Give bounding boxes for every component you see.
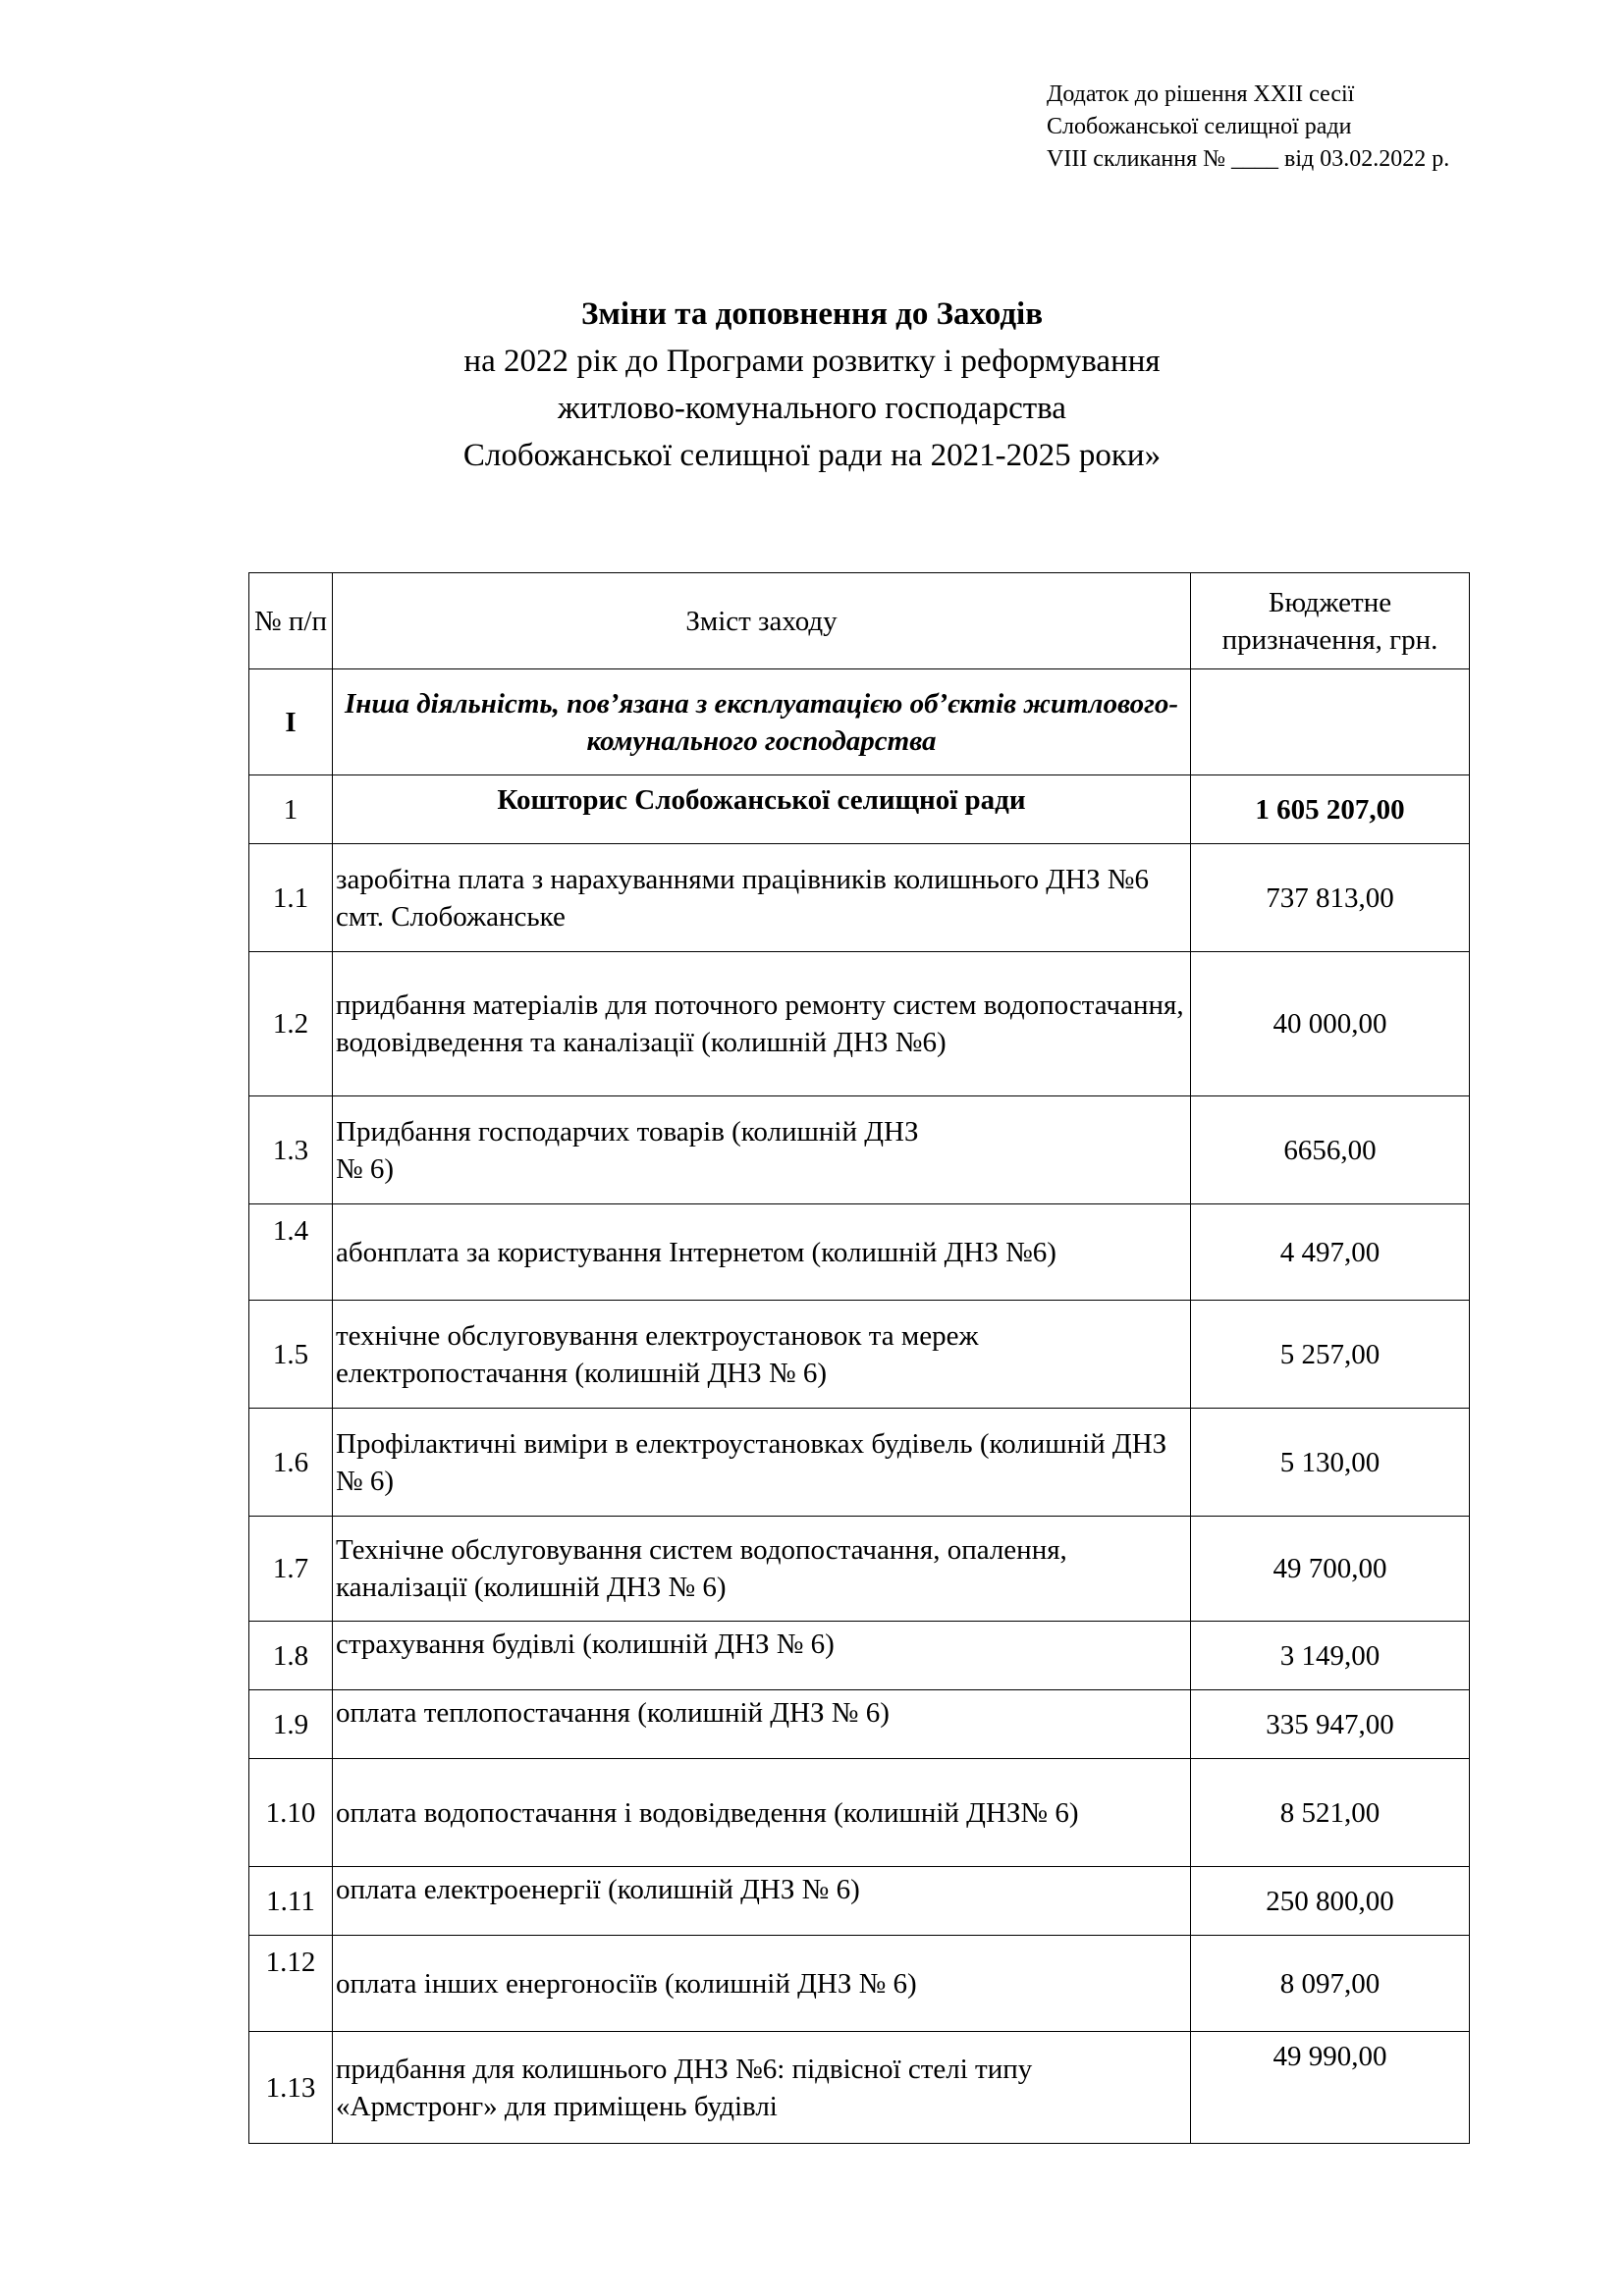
row-text-line-2: № 6): [336, 1152, 395, 1185]
row-amount: 49 990,00: [1191, 2032, 1470, 2144]
approval-line-3: VIII скликання № ____ від 03.02.2022 р.: [1047, 146, 1450, 172]
row-text: технічне обслуговування електроустановок та мереж електропостачання (колишній ДНЗ № 6): [333, 1301, 1191, 1409]
section-num: I: [249, 669, 333, 775]
row-num: 1.7: [249, 1517, 333, 1622]
table-row: [249, 1096, 1470, 1204]
title-line-3: житлово-комунального господарства: [558, 391, 1066, 426]
subtotal-title: Кошторис Слобожанської селищної ради: [333, 775, 1191, 844]
row-num: 1.3: [249, 1096, 333, 1204]
row-num: 1.11: [249, 1867, 333, 1936]
row-amount: 4 497,00: [1191, 1204, 1470, 1301]
table-row: [249, 1622, 1470, 1690]
row-amount: 5 130,00: [1191, 1409, 1470, 1517]
row-text: Профілактичні виміри в електроустановках будівель (колишній ДНЗ № 6): [333, 1409, 1191, 1517]
row-text: заробітна плата з нарахуваннями працівників колишнього ДНЗ №6 смт. Слобожанське: [333, 844, 1191, 952]
row-amount: 250 800,00: [1191, 1867, 1470, 1936]
row-num: 1.4: [249, 1204, 333, 1301]
approval-line-2: Слобожанської селищної ради: [1047, 114, 1352, 139]
row-text: придбання для колишнього ДНЗ №6: підвісної стелі типу «Армстронг» для приміщень будівлі: [333, 2032, 1191, 2144]
document-title: [0, 291, 1624, 479]
table-row: [249, 2032, 1470, 2144]
row-amount: 40 000,00: [1191, 952, 1470, 1096]
row-amount: 8 521,00: [1191, 1759, 1470, 1867]
row-num: 1.9: [249, 1690, 333, 1759]
table-header-row: [249, 573, 1470, 669]
table-row: [249, 1867, 1470, 1936]
measures-table: [248, 572, 1470, 2144]
row-text-line-1: Придбання господарчих товарів (колишній ДНЗ: [336, 1115, 919, 1148]
row-amount: 8 097,00: [1191, 1936, 1470, 2032]
row-text: оплата інших енергоносіїв (колишній ДНЗ № 6): [333, 1936, 1191, 2032]
table-row: [249, 1204, 1470, 1301]
approval-header: [1047, 79, 1449, 176]
row-num: 1.5: [249, 1301, 333, 1409]
row-amount: 49 700,00: [1191, 1517, 1470, 1622]
header-budget-cell: Бюджетне призначення, грн.: [1191, 573, 1470, 669]
section-row: [249, 669, 1470, 775]
table-row: [249, 1690, 1470, 1759]
header-content-cell: Зміст заходу: [333, 573, 1191, 669]
row-text: абонплата за користування Інтернетом (колишній ДНЗ №6): [333, 1204, 1191, 1301]
table-row: [249, 844, 1470, 952]
row-num: 1.1: [249, 844, 333, 952]
approval-line-1: Додаток до рішення XXII сесії: [1047, 81, 1355, 107]
section-budget-empty: [1191, 669, 1470, 775]
row-amount: 6656,00: [1191, 1096, 1470, 1204]
row-text: оплата водопостачання і водовідведення (колишній ДНЗ№ 6): [333, 1759, 1191, 1867]
table-row: [249, 952, 1470, 1096]
row-amount: 5 257,00: [1191, 1301, 1470, 1409]
row-num: 1.10: [249, 1759, 333, 1867]
table-row: [249, 1759, 1470, 1867]
table-row: [249, 1936, 1470, 2032]
subtotal-row: [249, 775, 1470, 844]
table-row: [249, 1409, 1470, 1517]
subtotal-amount: 1 605 207,00: [1191, 775, 1470, 844]
title-line-4: Слобожанської селищної ради на 2021-2025 роки»: [462, 438, 1162, 473]
row-amount: 3 149,00: [1191, 1622, 1470, 1690]
table-row: [249, 1301, 1470, 1409]
row-text: оплата теплопостачання (колишній ДНЗ № 6): [333, 1690, 1191, 1759]
subtotal-num: 1: [249, 775, 333, 844]
row-text: Технічне обслуговування систем водопостачання, опалення, каналізації (колишній ДНЗ № 6): [333, 1517, 1191, 1622]
table-row: [249, 1517, 1470, 1622]
row-text: страхування будівлі (колишній ДНЗ № 6): [333, 1622, 1191, 1690]
row-num: 1.13: [249, 2032, 333, 2144]
row-num: 1.8: [249, 1622, 333, 1690]
row-amount: 335 947,00: [1191, 1690, 1470, 1759]
title-line-1: Зміни та доповнення до Заходів: [580, 296, 1044, 332]
row-text: придбання матеріалів для поточного ремонту систем водопостачання, водовідведення та каналізації (колишній ДНЗ №6): [333, 952, 1191, 1096]
row-num: 1.12: [249, 1936, 333, 2032]
row-text: оплата електроенергії (колишній ДНЗ № 6): [333, 1867, 1191, 1936]
row-num: 1.6: [249, 1409, 333, 1517]
row-num: 1.2: [249, 952, 333, 1096]
header-num-cell: № п/п: [249, 573, 333, 669]
row-text: [333, 1096, 1191, 1204]
row-amount: 737 813,00: [1191, 844, 1470, 952]
title-line-2: на 2022 рік до Програми розвитку і реформування: [463, 344, 1161, 379]
section-title: Інша діяльність, пов’язана з експлуатацією об’єктів житлового-комунального господарства: [333, 669, 1191, 775]
